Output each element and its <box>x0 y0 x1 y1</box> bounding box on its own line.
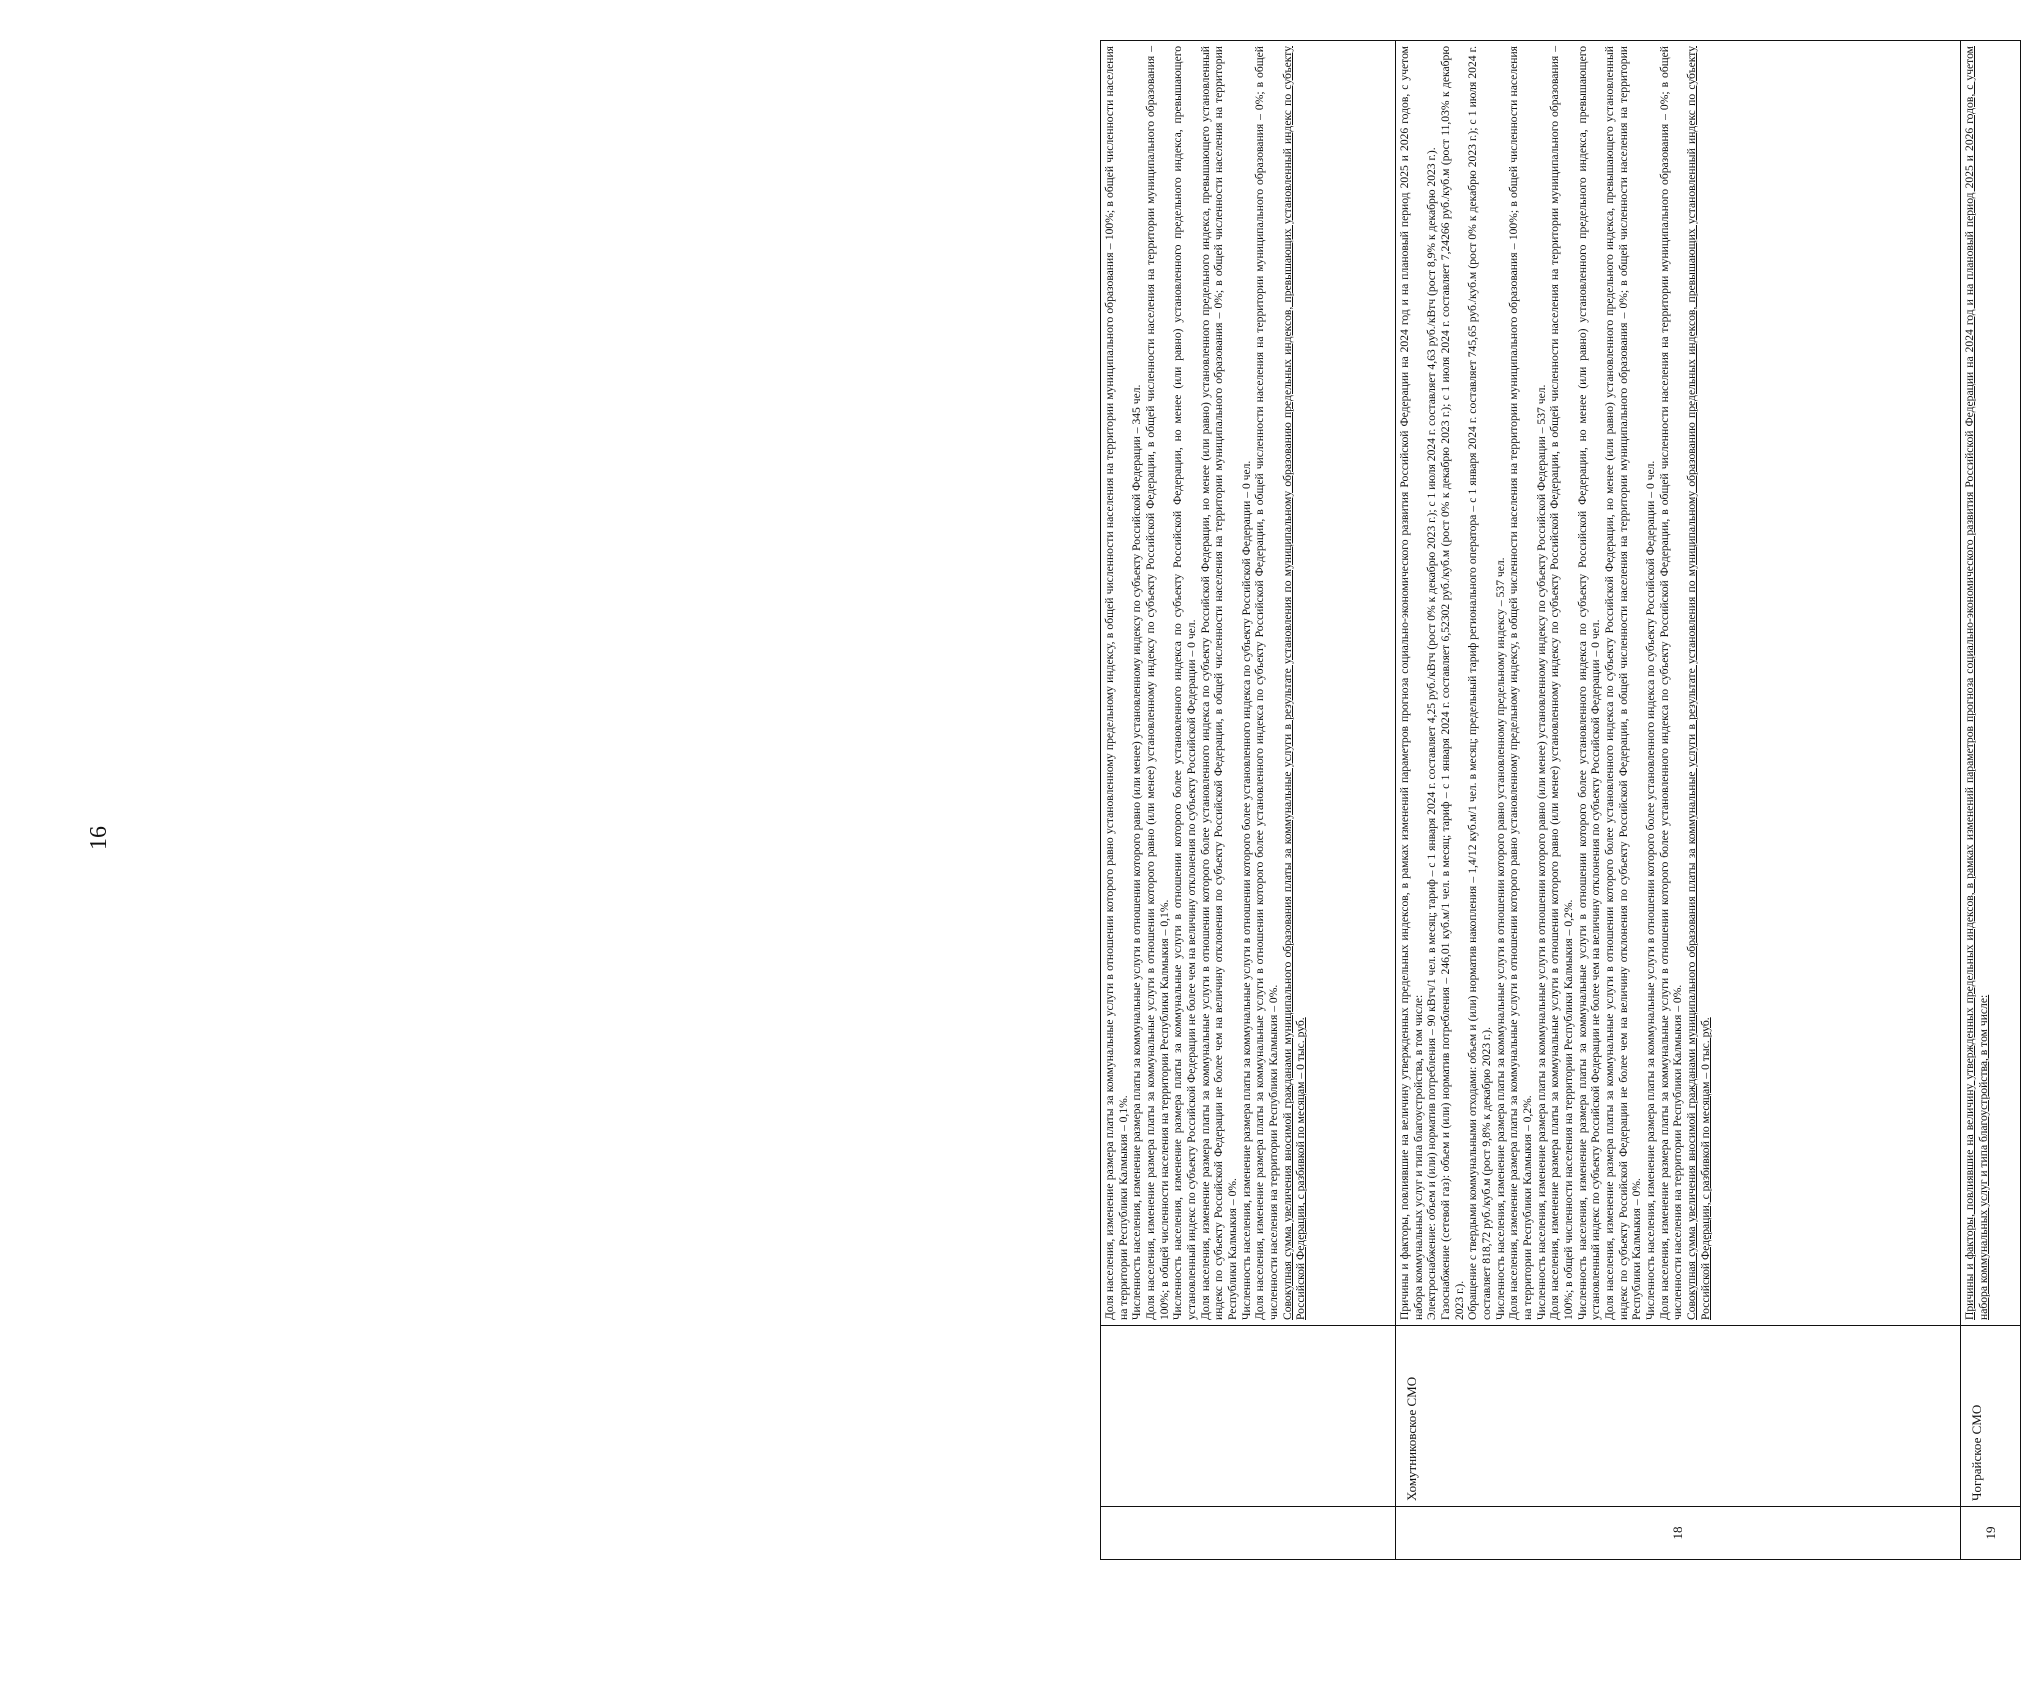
paragraph: Численность населения, изменение размера платы за коммунальные услуги в отношении которого более установленного индекса по субъекту Российской Федерации – 0 чел. <box>1239 460 1253 1320</box>
paragraph: Электроснабжение: объем и (или) норматив потребления – 90 кВтч/1 чел. в месяц; тариф – с 1 января 2024 г. составляет 4,25 руб./кВтч (рост 0% к декабрю 2023 г.); с 1 июля 2024 г. составляет 4,63 руб./кВтч (рост 8,9% к декабрю 2023 г.). <box>1425 147 1439 1320</box>
paragraph: Доля населения, изменение размера платы за коммунальные услуги в отношении которого более установленного индекса по субъекту Российской Федерации, в общей численности населения на территории муниципального образования – 0%; в общей численности населения на территории Республики Калмыкия – 0%. <box>1657 46 1685 1320</box>
paragraph: Доля населения, изменение размера платы за коммунальные услуги в отношении которого более установленного индекса по субъекту Российской Федерации, в общей численности населения на территории муниципального образования – 0%; в общей численности населения на территории Республики Калмыкия – 0%. <box>1253 46 1281 1320</box>
municipal-index-table <box>1100 40 2021 1560</box>
municipality-name-cell: Хомутниковское СМО <box>1396 1326 1961 1507</box>
paragraph: Доля населения, изменение размера платы за коммунальные услуги в отношении которого равно (или менее) установленному индексу по субъекту Российской Федерации, в общей численности населения на территории муниципального образования – 100%; в общей численности населения на территории Республики Калмыкия – 0,2%. <box>1548 46 1576 1320</box>
paragraph: Численность населения, изменение размера платы за коммунальные услуги в отношении которого более установленного индекса по субъекту Российской Федерации, но менее (или равно) установленного предельного индекса, превышающего установленный индекс по субъекту Российской Федерации не более чем на величину отклонения по субъекту Российской Федерации – 0 чел. <box>1171 46 1199 1320</box>
row-number-cell <box>1101 1507 1396 1560</box>
paragraph: Газоснабжение (сетевой газ): объем и (или) норматив потребления – 246,01 куб.м/1 чел. в месяц; тариф – с 1 января 2024 г. составляет 6,52302 руб./куб.м (рост 0% к декабрю 2023 г.); с 1 июля 2024 г. составляет 7,24266 руб./куб.м (рост 11,03% к декабрю 2023 г.). <box>1439 46 1466 1320</box>
row-number-cell: 18 <box>1396 1507 1961 1560</box>
paragraph: Доля населения, изменение размера платы за коммунальные услуги в отношении которого равно установленному предельному индексу, в общей численности населения на территории муниципального образования – 100%; в общей численности населения на территории Республики Калмыкия – 0,1%. <box>1103 46 1130 1320</box>
paragraph: Доля населения, изменение размера платы за коммунальные услуги в отношении которого более установленного индекса по субъекту Российской Федерации, но менее (или равно) установленного предельного индекса, превышающего установленный индекс по субъекту Российской Федерации не более чем на величину отклонения по субъекту Российской Федерации, в общей численности населения на территории муниципального образования – 0%; в общей численности населения на территории Республики Калмыкия – 0%. <box>1603 46 1644 1320</box>
paragraph: Численность населения, изменение размера платы за коммунальные услуги в отношении которого равно (или менее) установленному индексу по субъекту Российской Федерации – 537 чел. <box>1534 384 1548 1320</box>
paragraph: Численность населения, изменение размера платы за коммунальные услуги в отношении которого равно установленному предельному индексу – 537 чел. <box>1493 557 1507 1320</box>
table-row <box>1101 41 1396 1560</box>
paragraph: Причины и факторы, повлиявшие на величину утвержденных предельных индексов, в рамках изменений параметров прогноза социально-экономического развития Российской Федерации на 2024 год и на плановый период 2025 и 2026 годов, с учетом набора коммунальных услуг и типа благоустройства, в том числе: <box>1963 46 1990 1320</box>
page-number: 16 <box>86 826 112 850</box>
table-row <box>1396 41 1961 1560</box>
row-description-cell <box>1961 41 2021 1326</box>
row-description-cell <box>1396 41 1961 1326</box>
row-number-cell: 19 <box>1961 1507 2021 1560</box>
row-description-cell <box>1101 41 1396 1326</box>
paragraph: Численность населения, изменение размера платы за коммунальные услуги в отношении которого более установленного индекса по субъекту Российской Федерации, но менее (или равно) установленного предельного индекса, превышающего установленный индекс по субъекту Российской Федерации не более чем на величину отклонения по субъекту Российской Федерации – 0 чел. <box>1575 46 1603 1320</box>
paragraph: Причины и факторы, повлиявшие на величину утвержденных предельных индексов, в рамках изменений параметров прогноза социально-экономического развития Российской Федерации на 2024 год и на плановый период 2025 и 2026 годов, с учетом набора коммунальных услуг и типа благоустройства, в том числе: <box>1398 46 1425 1320</box>
table-row <box>1961 41 2021 1560</box>
municipality-name-cell: Чограйское СМО <box>1961 1326 2021 1507</box>
paragraph: Совокупная сумма увеличения вносимой гражданами муниципального образования платы за коммунальные услуги в результате установления по муниципальному образованию предельных индексов, превышающих установленный индекс по субъекту Российской Федерации, с разбивкой по месяцам – 0 тыс. руб. <box>1685 46 1712 1320</box>
rotated-table-wrapper <box>1100 40 2020 1560</box>
paragraph: Доля населения, изменение размера платы за коммунальные услуги в отношении которого более установленного индекса по субъекту Российской Федерации, но менее (или равно) установленного предельного индекса, превышающего установленный индекс по субъекту Российской Федерации не более чем на величину отклонения по субъекту Российской Федерации, в общей численности населения на территории муниципального образования – 0%; в общей численности населения на территории Республики Калмыкия – 0%. <box>1198 46 1240 1320</box>
municipality-name-cell <box>1101 1326 1396 1507</box>
paragraph: Численность населения, изменение размера платы за коммунальные услуги в отношении которого более установленного индекса по субъекту Российской Федерации – 0 чел. <box>1644 460 1658 1320</box>
paragraph: Обращение с твердыми коммунальными отходами: объем и (или) норматив накопления – 1,4/12 куб.м/1 чел. в месяц; предельный тариф регионального оператора – с 1 января 2024 г. составляет 745,65 руб./куб.м (рост 0% к декабрю 2023 г.); с 1 июля 2024 г. составляет 818,72 руб./куб.м (рост 9,8% к декабрю 2023 г.). <box>1466 46 1494 1320</box>
paragraph: Доля населения, изменение размера платы за коммунальные услуги в отношении которого равно установленному предельному индексу, в общей численности населения на территории муниципального образования – 100%; в общей численности населения на территории Республики Калмыкия – 0,2%. <box>1507 46 1535 1320</box>
paragraph: Совокупная сумма увеличения вносимой гражданами муниципального образования платы за коммунальные услуги в результате установления по муниципальному образованию предельных индексов, превышающих установленный индекс по субъекту Российской Федерации, с разбивкой по месяцам – 0 тыс. руб. <box>1280 46 1308 1320</box>
paragraph: Доля населения, изменение размера платы за коммунальные услуги в отношении которого равно (или менее) установленному индексу по субъекту Российской Федерации, в общей численности населения на территории муниципального образования – 100%; в общей численности населения на территории Республики Калмыкия – 0,1%. <box>1144 46 1171 1320</box>
paragraph: Численность населения, изменение размера платы за коммунальные услуги в отношении которого равно (или менее) установленному индексу по субъекту Российской Федерации – 345 чел. <box>1130 384 1144 1320</box>
